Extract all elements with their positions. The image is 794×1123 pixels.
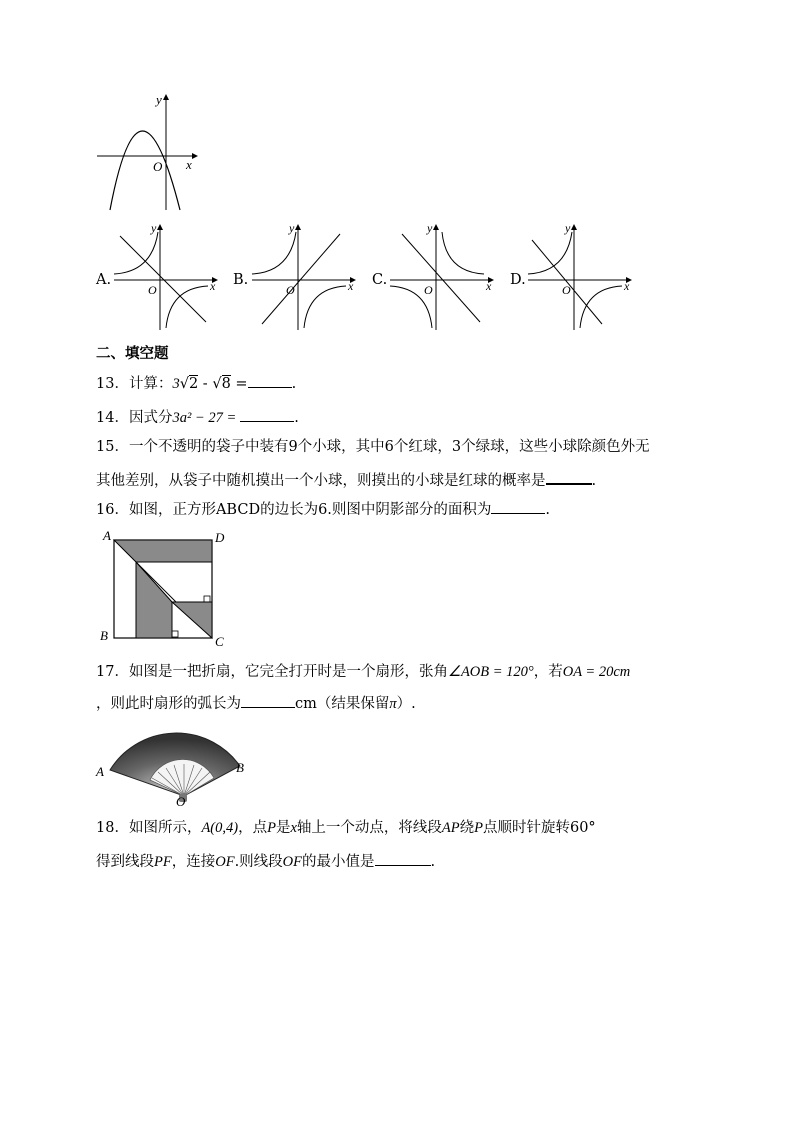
q15-text: 其他差别，从袋子中随机摸出一个小球，则摸出的小球是红球的概率是 bbox=[96, 473, 546, 489]
option-b-graph[interactable] bbox=[250, 222, 360, 332]
q17-text-e: ）. bbox=[396, 696, 416, 712]
q13-number: 13． bbox=[96, 376, 129, 392]
question-17-line1 bbox=[96, 662, 630, 682]
q18-answer-blank[interactable] bbox=[375, 851, 431, 866]
origin-label: O bbox=[153, 159, 163, 174]
q13-minus: - bbox=[198, 376, 213, 392]
option-c-graph[interactable] bbox=[388, 222, 498, 332]
y-axis-label: y bbox=[156, 92, 162, 107]
q13-equals: = bbox=[230, 376, 248, 392]
q16-end: . bbox=[545, 502, 551, 518]
sqrt-icon: √ bbox=[212, 376, 222, 392]
q17-answer-blank[interactable] bbox=[241, 693, 295, 708]
q17-angle: ∠AOB = 120° bbox=[447, 664, 534, 680]
q18-text-g: 得到线段 bbox=[96, 854, 154, 870]
option-a-x-label: x bbox=[210, 279, 216, 293]
q13-text: 计算： bbox=[128, 376, 173, 392]
question-15-line1: 15．一个不透明的袋子中装有9个小球，其中6个红球，3个绿球，这些小球除颜色外无 bbox=[96, 439, 650, 455]
q18-pf: PF bbox=[154, 854, 172, 870]
q18-end: . bbox=[430, 854, 436, 870]
question-14 bbox=[96, 407, 299, 428]
q15-answer-blank[interactable] bbox=[546, 469, 592, 485]
option-c-origin: O bbox=[424, 283, 433, 297]
q16-answer-blank[interactable] bbox=[491, 499, 545, 514]
q18-p: P bbox=[267, 820, 276, 836]
q18-text-d: 轴上一个动点，将线段 bbox=[296, 820, 442, 836]
option-a-y-label: y bbox=[151, 221, 157, 235]
square-figure bbox=[100, 528, 230, 650]
q13-end: . bbox=[291, 376, 297, 392]
option-b-y-label: y bbox=[289, 221, 295, 235]
q14-answer-blank[interactable] bbox=[240, 407, 294, 422]
q14-end: . bbox=[294, 410, 299, 426]
option-d-letter[interactable]: D. bbox=[510, 272, 526, 288]
square-label-c: C bbox=[215, 634, 224, 649]
option-c-x-label: x bbox=[486, 279, 492, 293]
q17-oa: OA = 20cm bbox=[562, 664, 631, 680]
q18-text-a: 18．如图所示， bbox=[96, 820, 202, 836]
q18-text-b: ，点 bbox=[238, 820, 268, 836]
option-d-x-label: x bbox=[624, 279, 630, 293]
section-title: 二、填空题 bbox=[96, 345, 169, 362]
option-d-graph[interactable] bbox=[526, 222, 636, 332]
q18-text-i: .则线段 bbox=[234, 854, 283, 870]
q14-expression: 3a² − 27 = bbox=[172, 410, 237, 426]
q18-of-1: OF bbox=[215, 854, 235, 870]
question-16 bbox=[96, 499, 550, 520]
q17-text-a: 17．如图是一把折扇，它完全打开时是一个扇形，张角 bbox=[96, 664, 448, 680]
q18-x: x bbox=[290, 820, 297, 836]
q13-coef: 3 bbox=[172, 376, 180, 392]
x-axis-label: x bbox=[186, 157, 192, 172]
q18-degree: 60° bbox=[569, 820, 596, 836]
option-b-x-label: x bbox=[348, 279, 354, 293]
q14-text: 因式分 bbox=[128, 410, 173, 426]
q18-point-a: A(0,4) bbox=[201, 820, 239, 836]
q13-answer-blank[interactable] bbox=[248, 373, 292, 388]
option-a-letter[interactable]: A. bbox=[96, 272, 112, 288]
q17-text-c: ，则此时扇形的弧长为 bbox=[96, 696, 241, 712]
square-label-a: A bbox=[103, 528, 111, 543]
q13-radicand-b: 8 bbox=[221, 376, 231, 392]
question-17-line2 bbox=[96, 693, 416, 714]
fan-label-a: A bbox=[96, 764, 104, 779]
q18-of-2: OF bbox=[282, 854, 303, 870]
q14-number: 14． bbox=[96, 410, 129, 426]
question-13 bbox=[96, 373, 296, 394]
q15-end: . bbox=[591, 473, 597, 489]
option-b-letter[interactable]: B. bbox=[233, 272, 249, 288]
q17-text-d: cm（结果保留 bbox=[295, 696, 390, 712]
fan-label-b: B bbox=[236, 760, 244, 775]
option-b-origin: O bbox=[286, 283, 295, 297]
q18-text-f: 点顺时针旋转 bbox=[482, 820, 570, 836]
fan-label-o: O bbox=[176, 794, 186, 809]
q18-p2: P bbox=[474, 820, 483, 836]
folding-fan-image bbox=[96, 722, 256, 810]
option-c-y-label: y bbox=[427, 221, 433, 235]
option-d-y-label: y bbox=[565, 221, 571, 235]
q16-text: 16．如图，正方形ABCD的边长为6.则图中阴影部分的面积为 bbox=[96, 502, 492, 518]
q18-text-c: 是 bbox=[275, 820, 291, 836]
option-c-letter[interactable]: C. bbox=[372, 272, 388, 288]
q17-text-b: ，若 bbox=[533, 664, 563, 680]
sqrt-icon: √ bbox=[179, 376, 189, 392]
q18-text-h: ，连接 bbox=[171, 854, 216, 870]
question-18-line1 bbox=[96, 818, 596, 838]
q18-ap: AP bbox=[441, 820, 460, 836]
option-a-graph[interactable] bbox=[112, 222, 222, 332]
q18-text-e: 绕 bbox=[459, 820, 475, 836]
square-label-b: B bbox=[100, 628, 108, 643]
q18-text-j: 的最小值是 bbox=[302, 854, 375, 870]
option-a-origin: O bbox=[148, 283, 157, 297]
square-label-d: D bbox=[215, 530, 225, 545]
q13-radicand-a: 2 bbox=[188, 376, 199, 392]
question-15-line2 bbox=[96, 469, 596, 491]
q17-pi: π bbox=[389, 696, 397, 712]
question-18-line2 bbox=[96, 851, 435, 872]
option-d-origin: O bbox=[562, 283, 571, 297]
parabola-graph bbox=[92, 92, 202, 212]
